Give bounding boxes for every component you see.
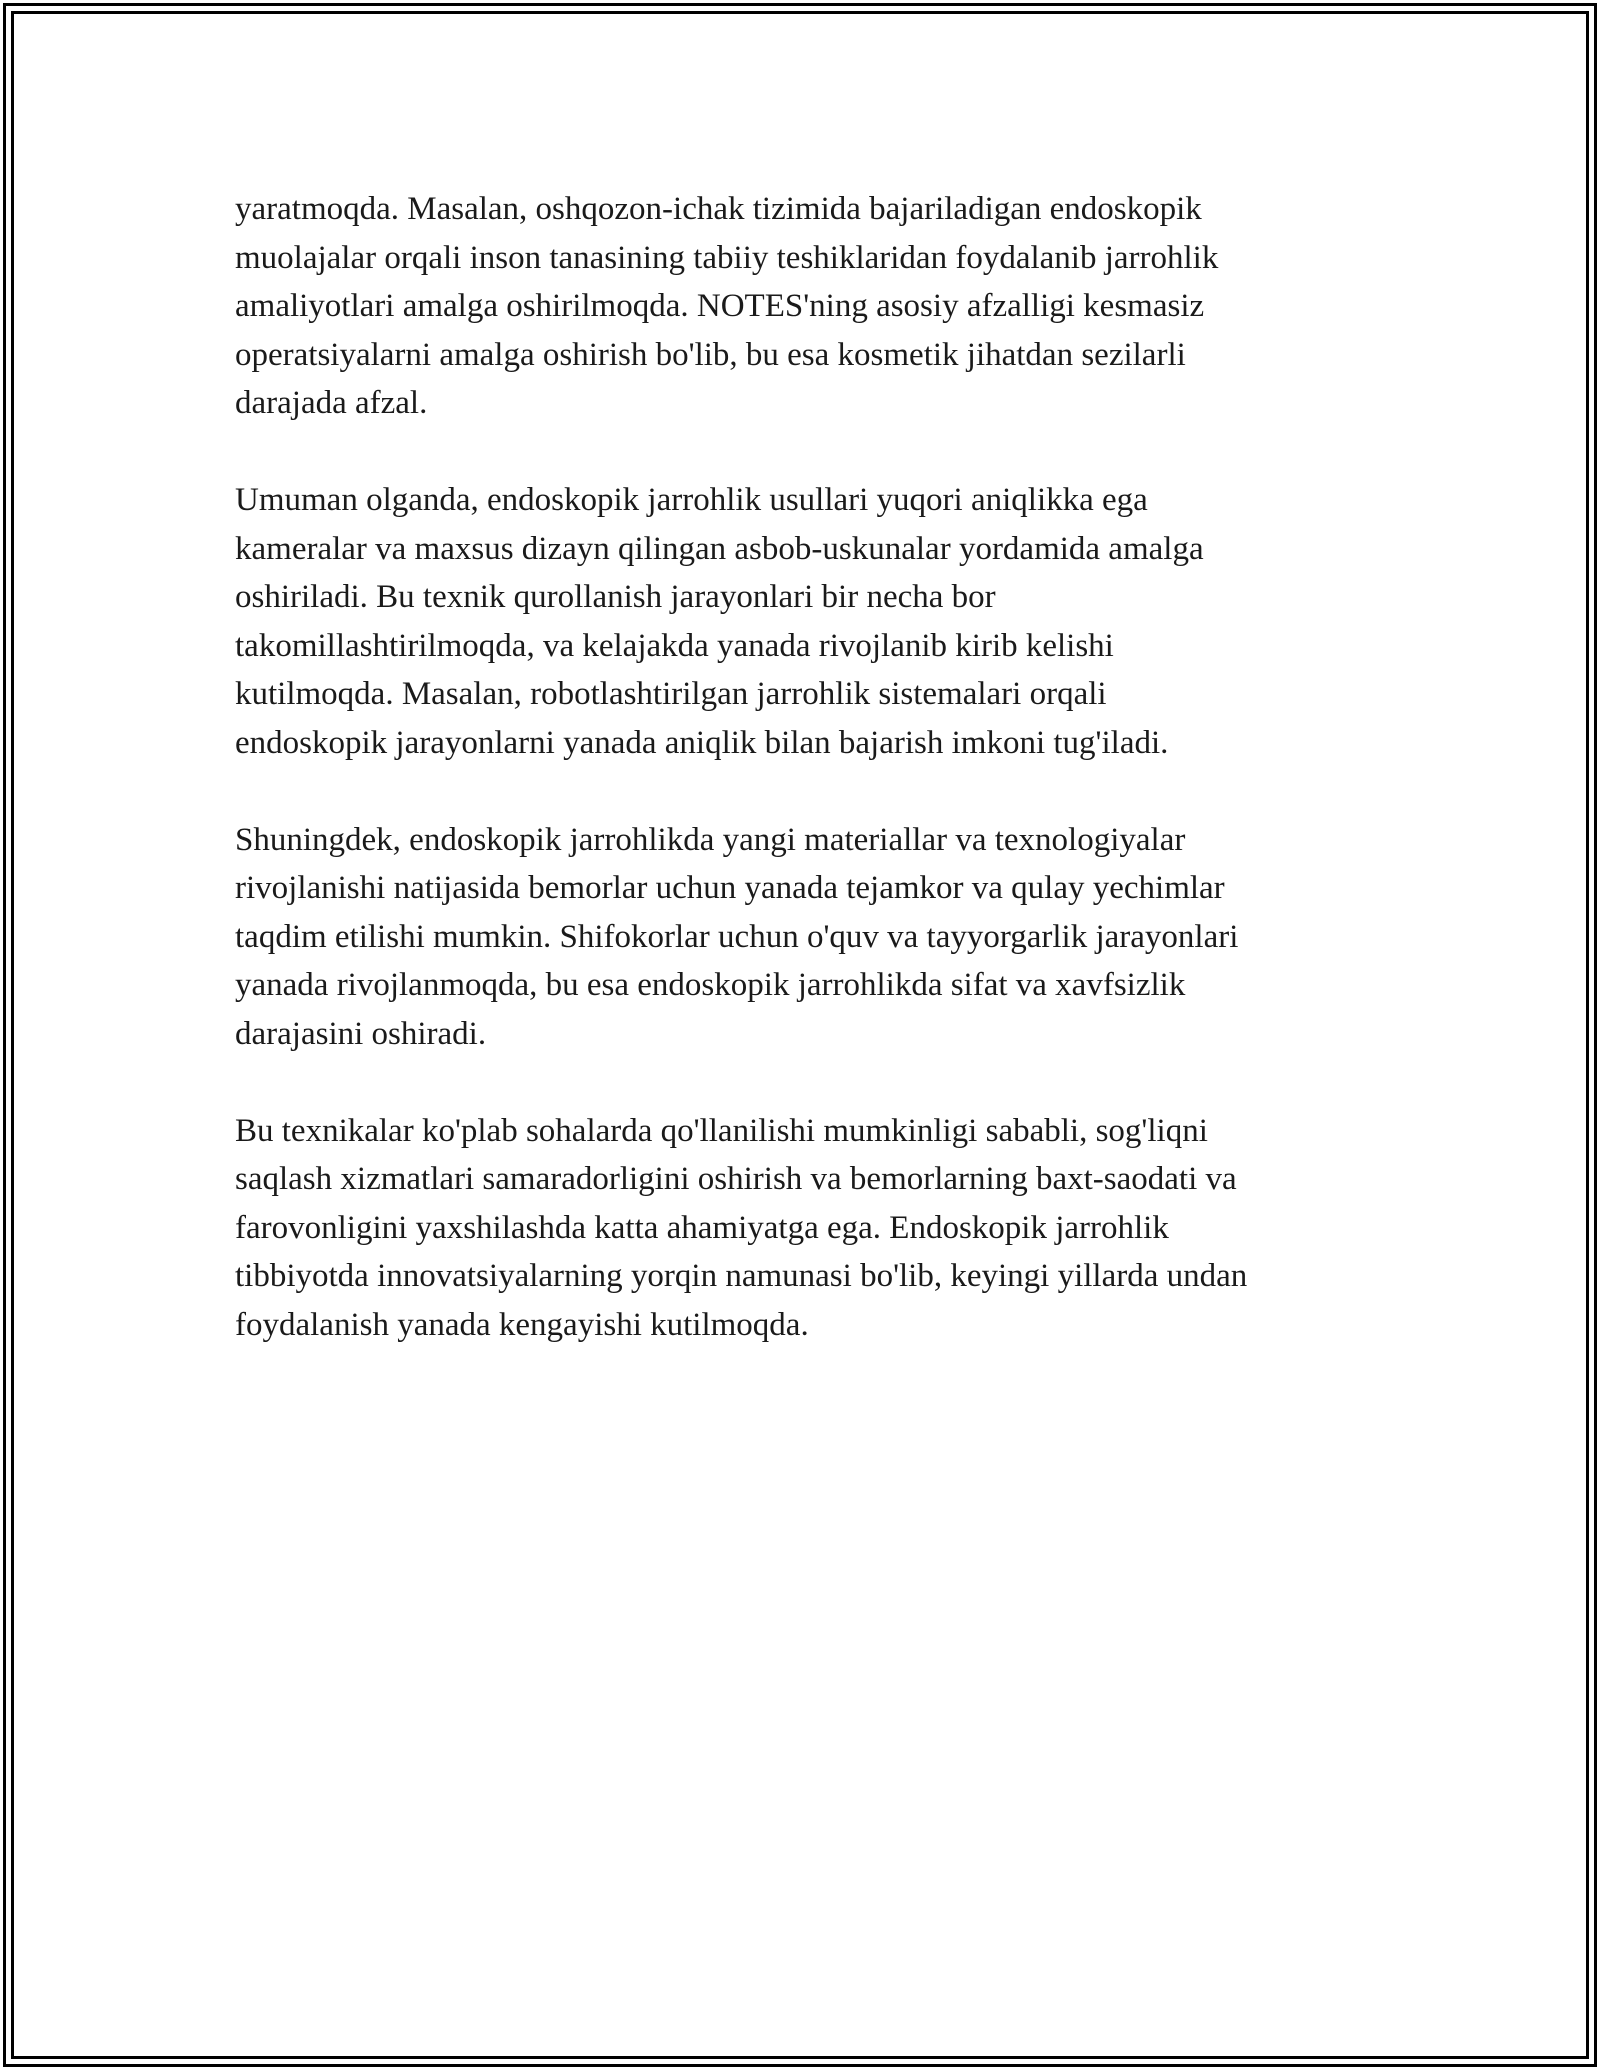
paragraph-3: Shuningdek, endoskopik jarrohlikda yangi materiallar va texnologiyalar rivojlanishi natijasida bemorlar uchun yanada tejamkor va qulay yechimlar taqdim etilishi mumkin. Shifokorlar uchun o'quv va tayyorgarlik jarayonlari yanada rivojlanmoqda, bu esa endoskopik jarrohlikda sifat va xavfsizlik darajasini oshiradi.	[235, 821, 1239, 1052]
document-body	[235, 185, 1385, 1398]
paragraph-4: Bu texnikalar ko'plab sohalarda qo'llanilishi mumkinligi sababli, sog'liqni saqlash xizmatlari samaradorligini oshirish va bemorlarning baxt-saodati va farovonligini yaxshilashda katta ahamiyatga ega. Endoskopik jarrohlik tibbiyotda innovatsiyalarning yorqin namunasi bo'lib, keyingi yillarda undan foydalanish yanada kengayishi kutilmoqda.	[235, 1112, 1248, 1343]
paragraph-2: Umuman olganda, endoskopik jarrohlik usullari yuqori aniqlikka ega kameralar va maxsus dizayn qilingan asbob-uskunalar yordamida amalga oshiriladi. Bu texnik qurollanish jarayonlari bir necha bor takomillashtirilmoqda, va kelajakda yanada rivojlanib kirib kelishi kutilmoqda. Masalan, robotlashtirilgan jarrohlik sistemalari orqali endoskopik jarayonlarni yanada aniqlik bilan bajarish imkoni tug'iladi.	[235, 482, 1204, 761]
paragraph-1: yaratmoqda. Masalan, oshqozon-ichak tizimida bajariladigan endoskopik muolajalar orqali inson tanasining tabiiy teshiklaridan foydalanib jarrohlik amaliyotlari amalga oshirilmoqda. NOTES'ning asosiy afzalligi kesmasiz operatsiyalarni amalga oshirish bo'lib, bu esa kosmetik jihatdan sezilarli darajada afzal.	[235, 191, 1219, 421]
